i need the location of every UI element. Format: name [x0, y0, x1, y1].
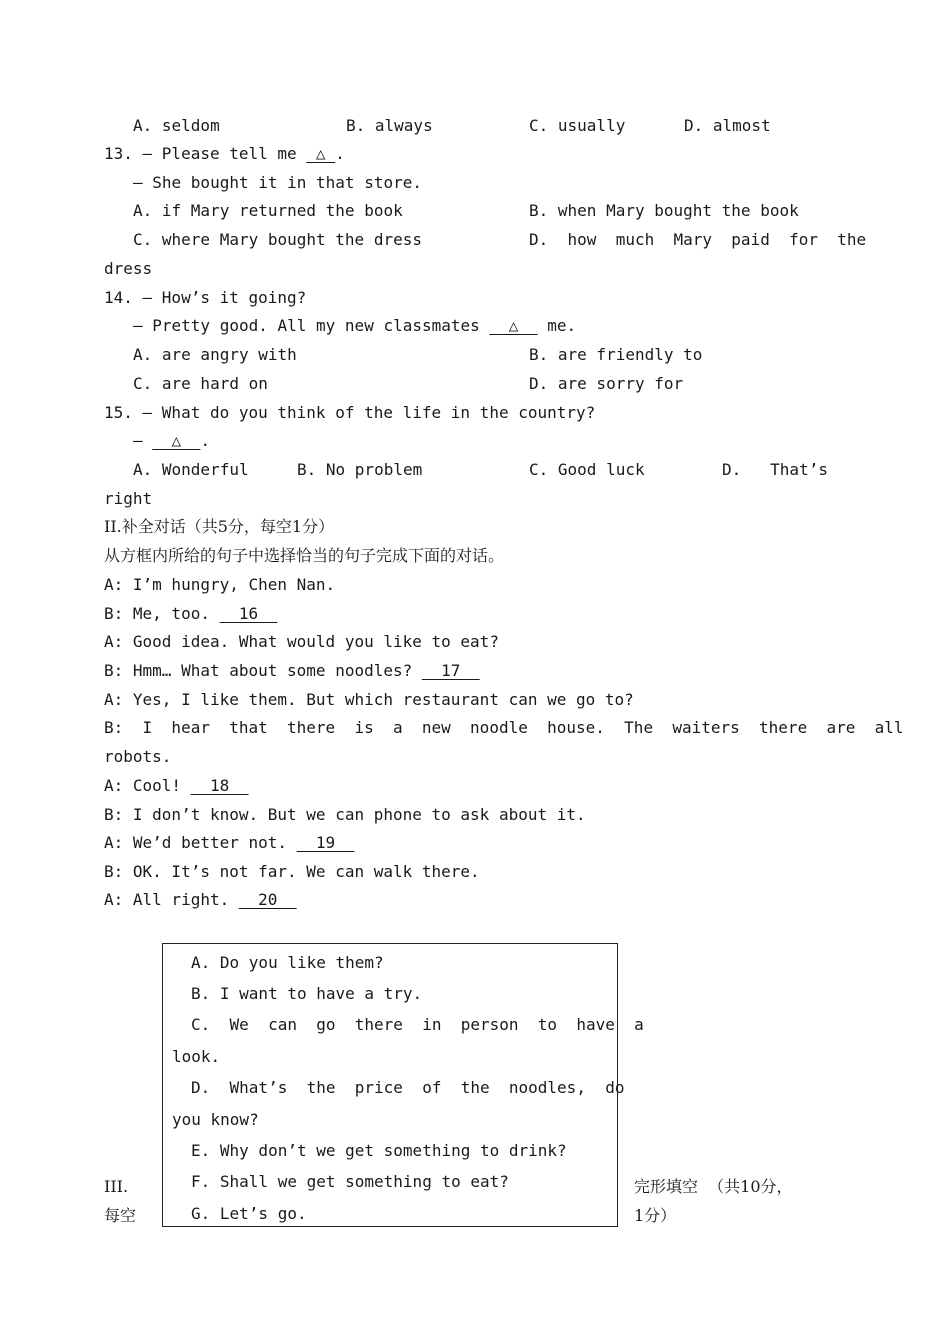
q12-option-d: D. almost [684, 116, 771, 135]
box-option: you know? [172, 1110, 259, 1129]
section3-label-cont: 每空 [104, 1206, 137, 1225]
q14-option-c: C. are hard on [133, 374, 268, 393]
dialogue-line: A: I’m hungry, Chen Nan. [104, 575, 336, 594]
dialogue-line: robots. [104, 747, 172, 766]
blank-16: 16 [219, 604, 278, 623]
box-option: G. Let’s go. [191, 1204, 307, 1223]
box-option: C. We can go there in person to have a [191, 1015, 644, 1034]
blank-18: 18 [190, 776, 249, 795]
q13-option-d-cont: dress [104, 259, 153, 278]
box-option: B. I want to have a try. [191, 984, 423, 1003]
q13-option-c: C. where Mary bought the dress [133, 230, 422, 249]
dialogue-line: B: Me, too. 16 [104, 604, 278, 623]
section2-title: II.补全对话（共5分，每空1分） [104, 517, 335, 536]
q15-stem: 15. — What do you think of the life in the country? [104, 403, 596, 422]
q15-option-a: A. Wonderful [133, 460, 249, 479]
blank-20: 20 [238, 890, 297, 909]
section2-instruction: 从方框内所给的句子中选择恰当的句子完成下面的对话。 [104, 546, 505, 565]
q13-option-d: D. how much Mary paid for the [529, 230, 867, 249]
q14-option-a: A. are angry with [133, 345, 297, 364]
dialogue-line: A: Cool! 18 [104, 776, 249, 795]
box-option: F. Shall we get something to eat? [191, 1172, 509, 1191]
q13-option-a: A. if Mary returned the book [133, 201, 403, 220]
section3-title-cont: 1分） [634, 1206, 677, 1225]
dialogue-line: A: Yes, I like them. But which restaurant can we go to? [104, 690, 634, 709]
dialogue-line: B: I don’t know. But we can phone to ask about it. [104, 805, 586, 824]
q12-option-c: C. usually [529, 116, 626, 135]
q15-option-d-cont: right [104, 489, 153, 508]
box-option: E. Why don’t we get something to drink? [191, 1141, 567, 1160]
q13-option-b: B. when Mary bought the book [529, 201, 799, 220]
dialogue-line: B: I hear that there is a new noodle house. The waiters there are all [104, 718, 904, 737]
q13-blank: △ [306, 144, 336, 163]
q14-reply: — Pretty good. All my new classmates △ me. [133, 316, 577, 335]
q14-option-b: B. are friendly to [529, 345, 703, 364]
dialogue-line: A: Good idea. What would you like to eat? [104, 632, 499, 651]
box-option: A. Do you like them? [191, 953, 384, 972]
section3-title: 完形填空 （共10分， [634, 1177, 793, 1196]
q12-option-a: A. seldom [133, 116, 220, 135]
box-option: look. [172, 1047, 221, 1066]
box-option: D. What’s the price of the noodles, do [191, 1078, 625, 1097]
dialogue-line: A: All right. 20 [104, 890, 297, 909]
q14-option-d: D. are sorry for [529, 374, 684, 393]
q15-option-c: C. Good luck [529, 460, 645, 479]
q13-stem: 13. — Please tell me △ . [104, 144, 345, 163]
dialogue-line: B: Hmm… What about some noodles? 17 [104, 661, 480, 680]
q15-option-b: B. No problem [297, 460, 423, 479]
q15-blank: △ [152, 431, 201, 450]
q12-option-b: B. always [346, 116, 433, 135]
dialogue-line: B: OK. It’s not far. We can walk there. [104, 862, 480, 881]
blank-17: 17 [421, 661, 480, 680]
section3-label: III. [104, 1177, 129, 1196]
blank-19: 19 [296, 833, 355, 852]
q15-reply: — △ . [133, 431, 211, 450]
q15-option-d: D. That’s [722, 460, 828, 479]
q14-stem: 14. — How’s it going? [104, 288, 307, 307]
q14-blank: △ [489, 316, 538, 335]
dialogue-line: A: We’d better not. 19 [104, 833, 355, 852]
q13-reply: — She bought it in that store. [133, 173, 422, 192]
